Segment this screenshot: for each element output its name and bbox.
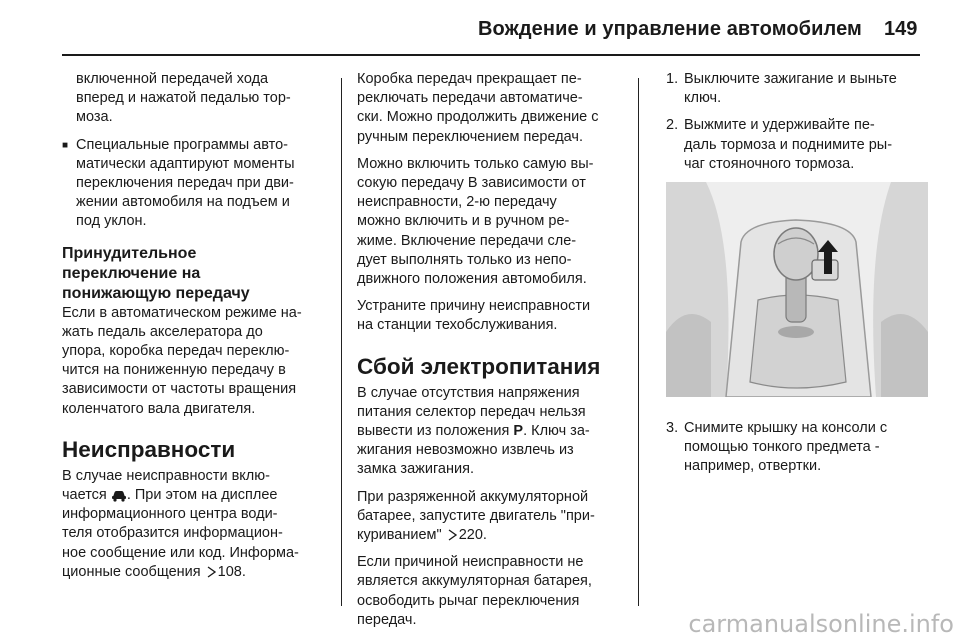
console-drawing xyxy=(666,182,928,397)
page-reference-icon xyxy=(448,529,457,541)
subsection-heading: Принудительное переключение на понижающую передачу xyxy=(62,244,250,302)
release-lever-paragraph: Если причиной неисправности не является аккумуляторная батарея, освободить рычаг переключения передач. xyxy=(357,554,592,628)
page-number: 149 xyxy=(884,18,918,40)
fault-effect-paragraph: Коробка передач прекращает пе- реключать передачи автоматиче- ски. Можно продолжить движение с ручным переключением передач. xyxy=(357,71,599,145)
gear-paragraph: Можно включить только самую вы- сокую передачу В зависимости от неисправности, 2-ю передачу можно включить и в ручном ре- жиме. Включение передачи сле- дует выполнять только из непо- движного положения автомобиля. xyxy=(357,155,594,288)
column-2 xyxy=(357,70,633,638)
kickdown-paragraph: Если в автоматическом режиме на- жать педаль акселератора до упора, коробка передач переклю- чится на пониженную передачу в зависимости от частоты вращения коленчатого вала двигателя. xyxy=(62,304,302,417)
power-failure-paragraph: В случае отсутствия напряжения питания селектор передач нельзя вывести из положения P. Ключ за- жигания невозможно извлечь из замка зажигания. xyxy=(357,384,590,478)
service-paragraph: Устраните причину неисправности на станции техобслуживания. xyxy=(357,298,591,334)
column-divider xyxy=(638,78,639,606)
bullet-square-icon: ■ xyxy=(62,139,69,151)
page-reference-icon xyxy=(207,566,216,578)
column-3 xyxy=(666,70,928,485)
jump-start-paragraph: При разряженной аккумуляторной батарее, запустите двигатель "при- куриванием" 220. xyxy=(357,488,595,544)
header-rule xyxy=(62,54,920,56)
gear-selector-illustration xyxy=(666,182,928,397)
step-3: 3. Снимите крышку на консоли с помощью тонкого предмета - например, отвертки. xyxy=(666,420,888,475)
step-1: 1. Выключите зажигание и выньте ключ. xyxy=(666,71,897,107)
column-divider xyxy=(341,78,342,606)
car-fault-icon xyxy=(111,488,127,502)
watermark: carmanualsonline.info xyxy=(688,610,954,638)
bullet-item: ■ Специальные программы авто- матически адаптируют моменты переключения передач при дви- жении автомобиля на подъем и под уклон. xyxy=(62,136,295,230)
page-header xyxy=(0,0,960,62)
section-title-faults: Неисправности xyxy=(62,436,236,462)
section-title-power-failure: Сбой электропитания xyxy=(357,353,601,379)
column-1 xyxy=(62,70,332,590)
continued-paragraph: включенной передачей хода вперед и нажатой педалью тор- моза. xyxy=(76,71,291,126)
faults-paragraph: В случае неисправности вклю- чается . При этом на дисплее информационного центра води- теля отобразится информацион- ное сообщение или код. Информа- ционные сообщения 108. xyxy=(62,467,299,580)
page-title: Вождение и управление автомобилем xyxy=(478,18,862,40)
step-2: 2. Выжмите и удерживайте пе- даль тормоза и поднимите ры- чаг стояночного тормоза. xyxy=(666,117,893,172)
